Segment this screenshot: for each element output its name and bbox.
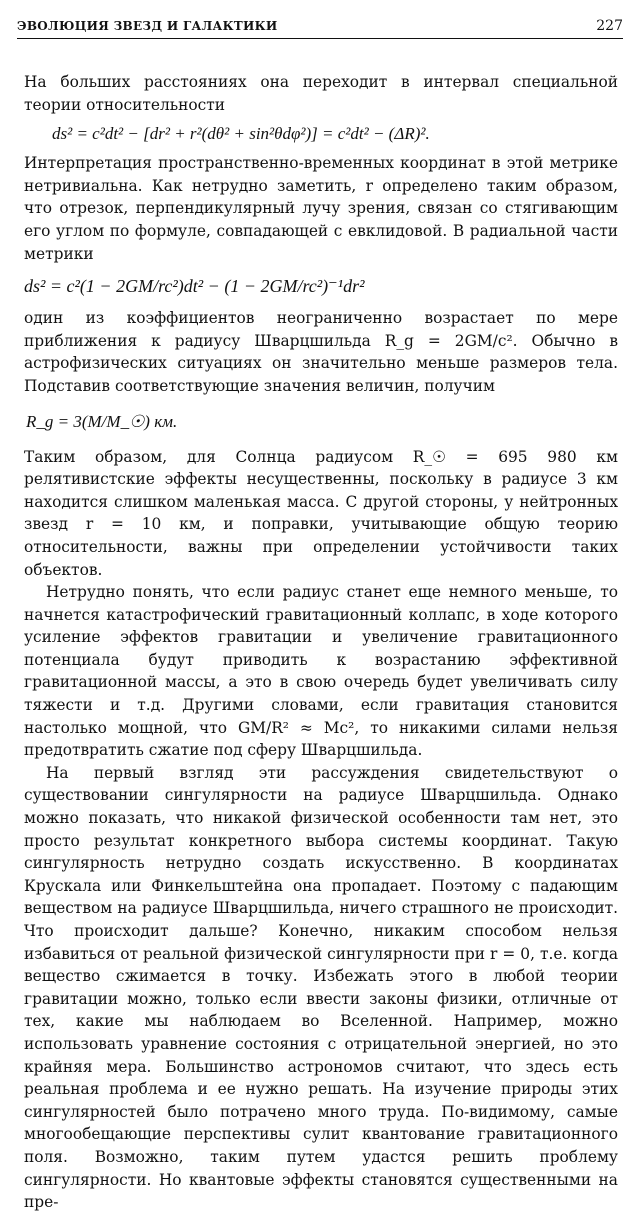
page-number: 227 xyxy=(596,18,623,34)
equation-schwarzschild-metric: ds² = c²(1 − 2GM/rc²)dt² − (1 − 2GM/rc²)⁻¹dr² xyxy=(24,276,365,297)
paragraph-1: На больших расстояниях она переходит в интервал специальной теории относительности xyxy=(24,73,618,114)
paragraph-5: Нетрудно понять, что если радиус станет еще немного меньше, то начнется катастрофический гравитационный коллапс, в ходе которого усиление эффектов гравитации и увеличение гравитационного потенциала будут приводить к возрастанию эффективной гравитационной массы, а это в свою очередь будет увеличивать силу тяжести и т.д. Другими словами, если гравитация становится настолько мощной, что GM/R² ≈ Mc², то никакими силами нельзя предотвратить сжатие под сферу Шварцшильда. xyxy=(24,583,618,760)
paragraph-2: Интерпретация пространственно-временных координат в этой метрике нетривиальна. Как нетрудно заметить, r определено таким образом, что отрезок, перпендикулярный лучу зрения, связан со стягивающим его углом по формуле, совпадающей с евклидовой. В радиальной части метрики xyxy=(24,154,618,263)
paragraph-6: На первый взгляд эти рассуждения свидетельствуют о существовании сингулярности на радиусе Шварцшильда. Однако можно показать, что никакой физической особенности там нет, это просто результат конкретного выбора системы координат. Такую сингулярность нетрудно создать искусственно. В координатах Крускала или Финкельштейна она пропадает. Поэтому с падающим веществом на радиусе Шварцшильда, ничего страшного не происходит. Что происходит дальше? Конечно, никаким способом нельзя избавиться от реальной физической сингулярности при r = 0, т.е. когда вещество сжимается в точку. Избежать этого в любой теории гравитации можно, только если ввести законы физики, отличные от тех, какие мы наблюдаем во Вселенной. Например, можно использовать уравнение состояния с отрицательной энергией, но это крайняя мера. Большинство астрономов считают, что здесь есть реальная проблема и ее нужно решать. На изучение природы этих сингулярностей было потрачено много труда. По-видимому, самые многообещающие перспективы сулит квантование гравитационного поля. Возможно, таким путем удастся решить проблему сингулярности. Но квантовые эффекты становятся существенными на пре- xyxy=(24,763,618,1212)
page-body xyxy=(24,71,618,1214)
paragraph-4: Таким образом, для Солнца радиусом R_☉ = 695 980 км релятивистские эффекты несущественны, поскольку в радиусе 3 км находится слишком маленькая масса. С другой стороны, у нейтронных звезд r = 10 км, и поправки, учитывающие общую теорию относительности, важны при определении устойчивости таких объектов. xyxy=(24,447,618,579)
page-header xyxy=(17,16,623,39)
equation-flat-metric: ds² = c²dt² − [dr² + r²(dθ² + sin²θdφ²)] = c²dt² − (ΔR)². xyxy=(52,124,430,144)
paragraph-3: один из коэффициентов неограниченно возрастает по мере приближения к радиусу Шварцшильда R_g = 2GM/c². Обычно в астрофизических ситуациях он значительно меньше размеров тела. Подставив соответствующие значения величин, получим xyxy=(24,309,618,395)
running-title: ЭВОЛЮЦИЯ ЗВЕЗД И ГАЛАКТИКИ xyxy=(17,19,278,33)
equation-gravitational-radius: R_g = 3(M/M_☉) км. xyxy=(26,411,178,431)
